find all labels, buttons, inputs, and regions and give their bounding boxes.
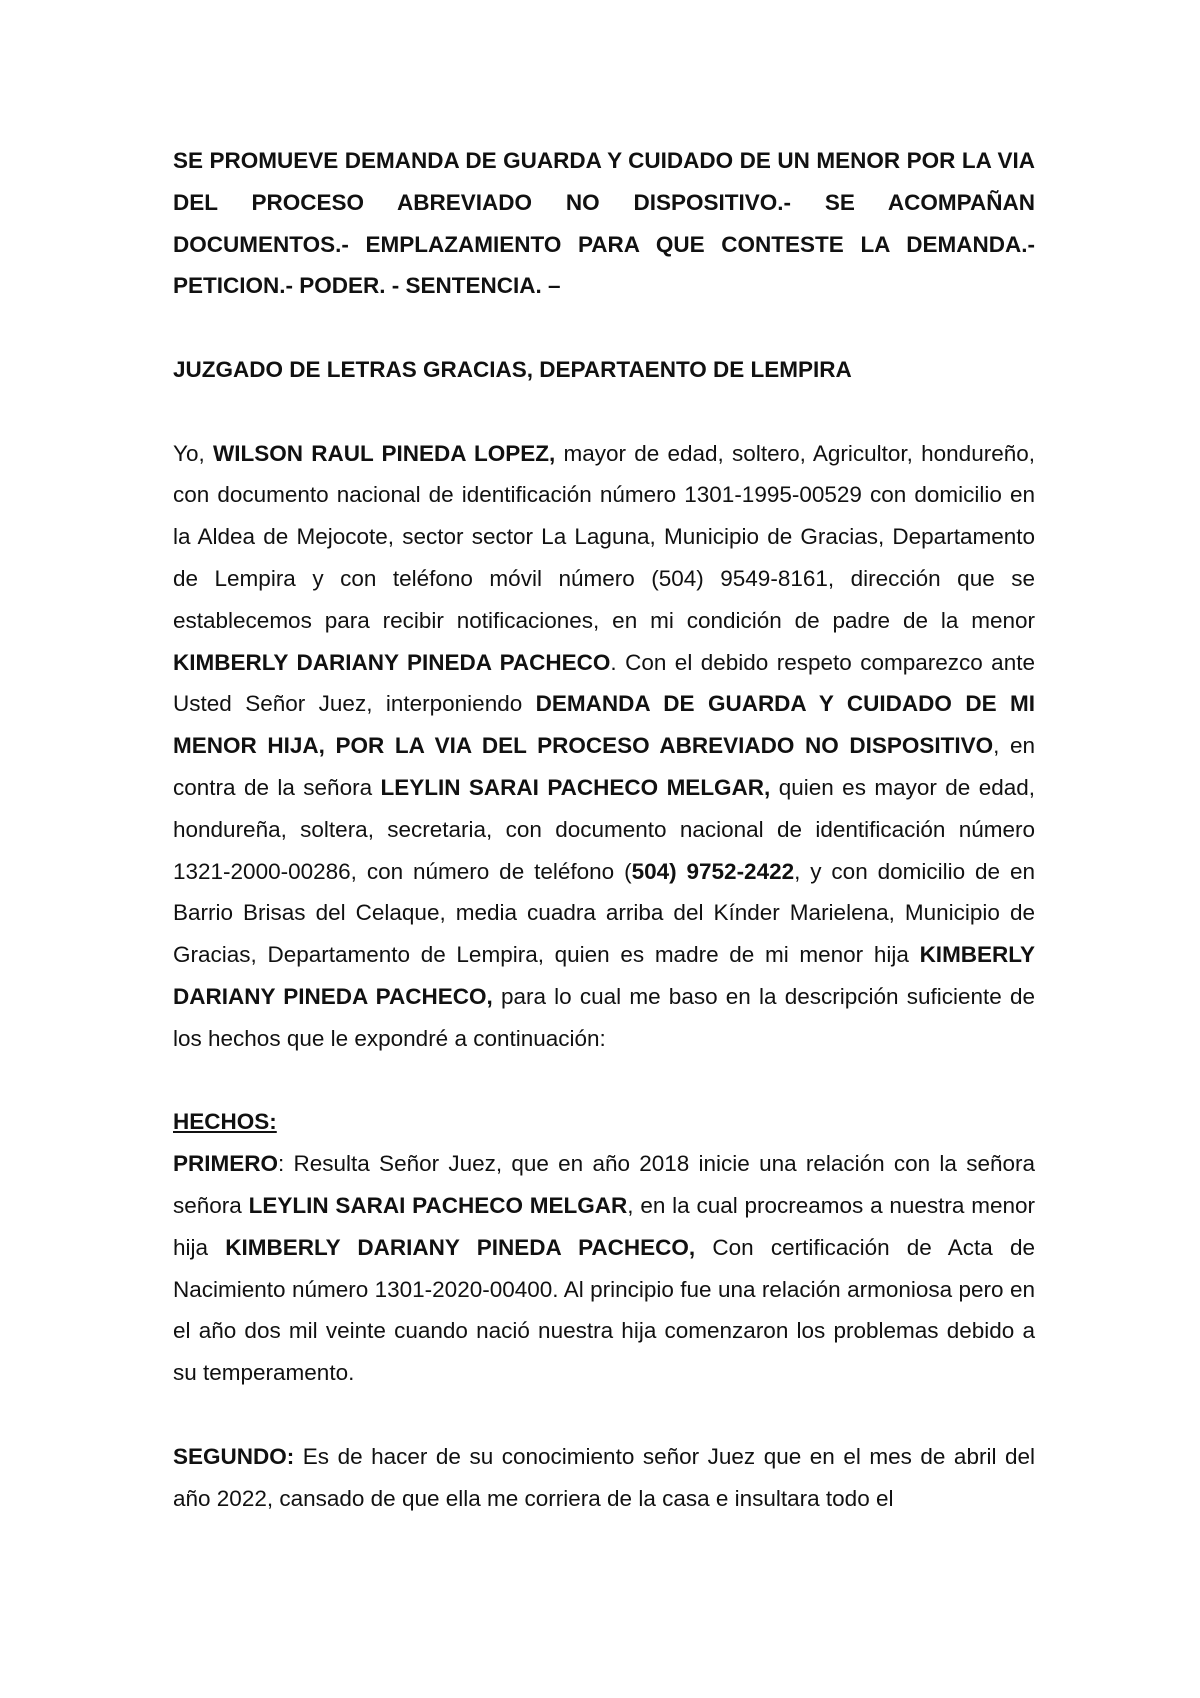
intro-text: , y con domicilio de en Barrio Brisas del Celaque, media cuadra arriba del Kínder Marielena, Municipio de Gracias, Departamento de Lempira, quien es madre de mi menor hija <box>173 858 1035 968</box>
intro-paragraph <box>173 433 1035 1060</box>
defendant-phone: 504) 9752-2422 <box>631 858 795 884</box>
document-title: SE PROMUEVE DEMANDA DE GUARDA Y CUIDADO DE UN MENOR POR LA VIA DEL PROCESO ABREVIADO NO DISPOSITIVO.- SE ACOMPAÑAN DOCUMENTOS.- EMPLAZAMIENTO PARA QUE CONTESTE LA DEMANDA.- PETICION.- PODER. - SENTENCIA. – <box>173 148 1035 299</box>
intro-text: mayor de edad, soltero, Agricultor, hondureño, con documento nacional de identificación número 1301-1995-00529 con domicilio en la Aldea de Mejocote, sector sector La Laguna, Municipio de Gracias, Departamento de Lempira y con teléfono móvil número (504) 9549-8161, dirección que se establecemos para recibir notificaciones, en mi condición de padre de la menor <box>173 440 1035 633</box>
defendant-name: LEYLIN SARAI PACHECO MELGAR, <box>380 774 771 800</box>
primero-paragraph <box>173 1143 1035 1394</box>
primero-label: PRIMERO <box>173 1151 279 1177</box>
demand-type: DEMANDA DE GUARDA Y CUIDADO DE MI MENOR HIJA, POR LA VIA DEL PROCESO ABREVIADO NO DISPOSITIVO <box>173 691 1035 759</box>
minor-name: KIMBERLY DARIANY PINEDA PACHECO <box>173 649 611 675</box>
segundo-paragraph <box>173 1436 1035 1520</box>
intro-text: Yo, <box>173 440 213 466</box>
segundo-label: SEGUNDO: <box>173 1443 295 1469</box>
minor-name: KIMBERLY DARIANY PINEDA PACHECO, <box>225 1234 696 1260</box>
segundo-text: Es de hacer de su conocimiento señor Juez que en el mes de abril del año 2022, cansado de que ella me corriera de la casa e insultara todo el <box>173 1443 1035 1511</box>
intro-text: , en contra de la señora <box>173 733 1035 800</box>
court-heading: JUZGADO DE LETRAS GRACIAS, DEPARTAENTO DE LEMPIRA <box>173 356 852 382</box>
document-page <box>173 140 1035 1519</box>
minor-name: KIMBERLY DARIANY PINEDA PACHECO, <box>173 942 1035 1009</box>
primero-text: : Resulta Señor Juez, que en año 2018 inicie una relación con la señora señora <box>173 1151 1035 1218</box>
plaintiff-name: WILSON RAUL PINEDA LOPEZ, <box>212 440 556 466</box>
defendant-name: LEYLIN SARAI PACHECO MELGAR <box>248 1192 628 1218</box>
primero-text: , en la cual procreamos a nuestra menor hija <box>173 1192 1035 1260</box>
intro-text: . Con el debido respeto comparezco ante Usted Señor Juez, interponiendo <box>173 649 1035 717</box>
intro-text: quien es mayor de edad, hondureña, soltera, secretaria, con documento nacional de identificación número 1321-2000-00286, con número de teléfono ( <box>173 774 1035 884</box>
intro-text: para lo cual me baso en la descripción suficiente de los hechos que le expondré a continuación: <box>173 983 1035 1051</box>
primero-text: Con certificación de Acta de Nacimiento número 1301-2020-00400. Al principio fue una relación armoniosa pero en el año dos mil veinte cuando nació nuestra hija comenzaron los problemas debido a su temperamento. <box>173 1234 1035 1386</box>
hechos-heading: HECHOS: <box>173 1109 277 1135</box>
